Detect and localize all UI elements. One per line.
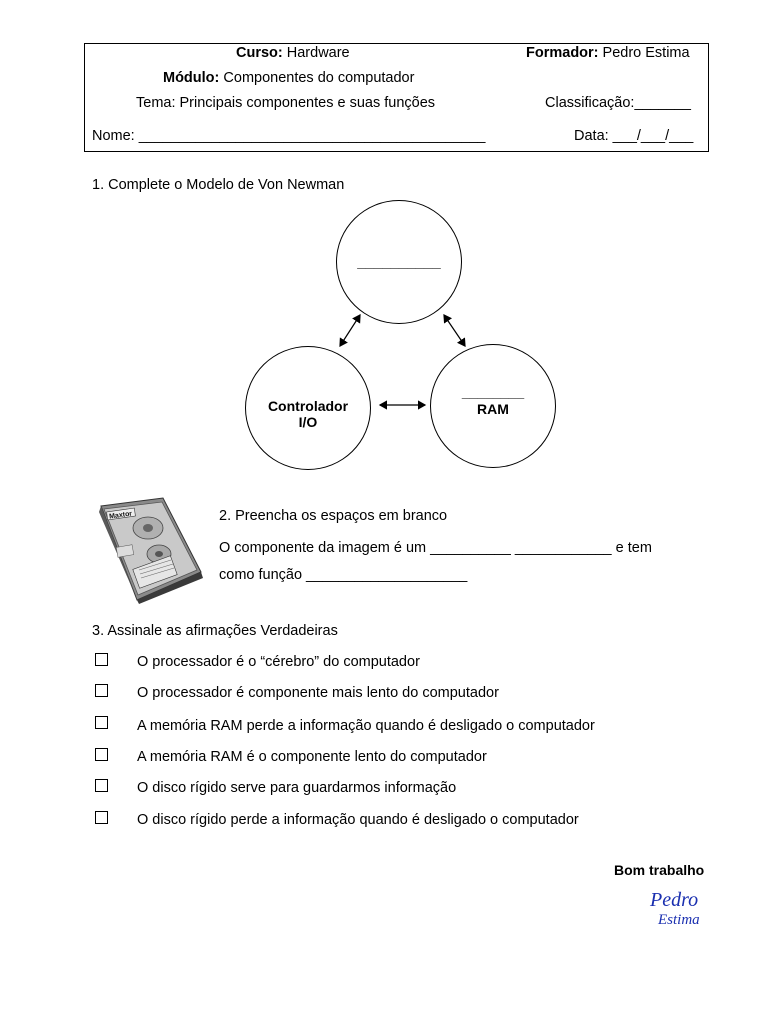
module-label: Módulo:	[163, 70, 220, 86]
q2-line1[interactable]: O componente da imagem é um __________ ____________ e tem	[219, 540, 652, 556]
checkbox[interactable]	[95, 716, 108, 729]
hard-disk-image	[93, 496, 205, 604]
hard-disk-brand: Maxtor	[108, 510, 133, 521]
arrow-cpu-ram	[444, 315, 465, 346]
theme-line: Tema: Principais componentes e suas funções	[136, 95, 436, 111]
ram-blank[interactable]: ________	[461, 384, 525, 400]
q2-line2[interactable]: como função ____________________	[219, 567, 468, 583]
q2-title: 2. Preencha os espaços em branco	[219, 508, 448, 524]
arrow-cpu-io	[340, 315, 360, 346]
course-label: Curso:	[236, 45, 283, 61]
signature-line2: Estima	[658, 912, 700, 928]
statement-text: O disco rígido serve para guardarmos informação	[137, 780, 457, 796]
statement-text: O processador é o “cérebro” do computador	[137, 654, 420, 670]
checkbox[interactable]	[95, 653, 108, 666]
module-value: Componentes do computador	[223, 70, 415, 86]
io-label-line1: Controlador	[267, 398, 349, 414]
checkbox[interactable]	[95, 779, 108, 792]
closing-text: Bom trabalho	[614, 862, 705, 878]
signature-line1: Pedro	[650, 889, 699, 911]
name-field[interactable]: Nome: ___________________________________________	[92, 128, 486, 144]
course-value: Hardware	[286, 45, 350, 61]
q1-title: 1. Complete o Modelo de Von Newman	[92, 177, 345, 193]
classification-field[interactable]: Classificação:_______	[545, 95, 691, 111]
statement-text: A memória RAM é o componente lento do computador	[137, 749, 487, 765]
trainer-value: Pedro Estima	[602, 45, 690, 61]
checkbox[interactable]	[95, 748, 108, 761]
cpu-blank[interactable]: __________	[357, 254, 441, 271]
date-field[interactable]: Data: ___/___/___	[574, 128, 694, 144]
statement-text: O disco rígido perde a informação quando é desligado o computador	[137, 812, 579, 828]
checkbox[interactable]	[95, 811, 108, 824]
ram-label: RAM	[477, 401, 509, 417]
q3-title: 3. Assinale as afirmações Verdadeiras	[92, 623, 338, 639]
trainer-label: Formador:	[526, 45, 599, 61]
checkbox[interactable]	[95, 684, 108, 697]
signature	[648, 882, 718, 928]
io-label-line2: I/O	[298, 414, 318, 430]
statement-text: O processador é componente mais lento do computador	[137, 685, 499, 701]
statement-text: A memória RAM perde a informação quando é desligado o computador	[137, 718, 595, 734]
